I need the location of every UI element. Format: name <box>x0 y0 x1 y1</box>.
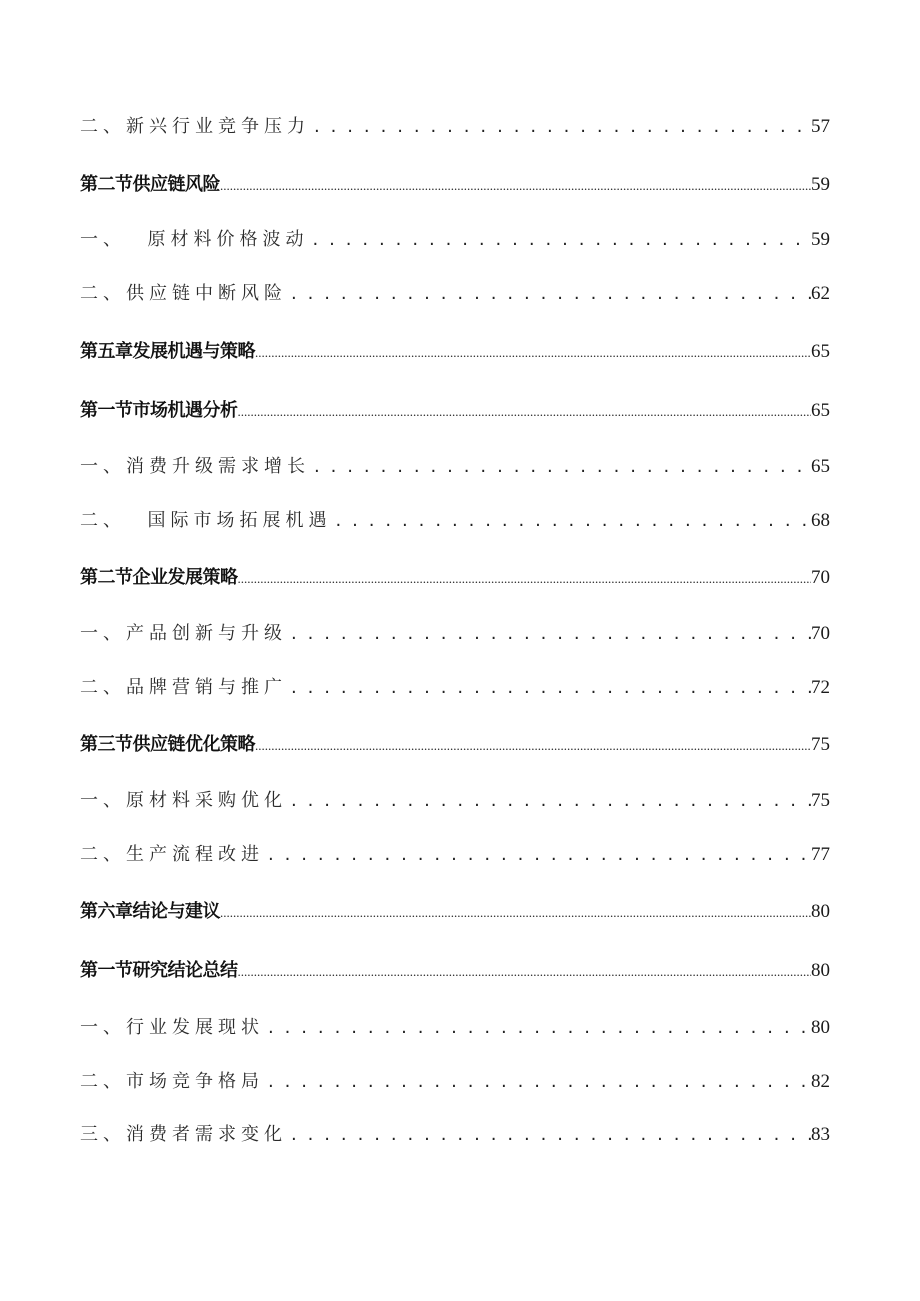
toc-entry[interactable] <box>80 730 830 760</box>
dot-leader <box>287 283 811 304</box>
dot-leader <box>255 737 811 755</box>
dot-leader <box>310 456 811 477</box>
dot-leader <box>264 1071 811 1092</box>
dot-leader <box>308 229 811 250</box>
toc-entry[interactable] <box>80 840 830 870</box>
toc-entry-title: 第二节供应链风险 <box>80 174 220 195</box>
toc-entry-title: 二、 国际市场拓展机遇 <box>80 510 332 531</box>
toc-entry[interactable] <box>80 279 830 309</box>
toc-entry-page: 82 <box>811 1071 830 1092</box>
toc-entry-page: 80 <box>811 960 830 981</box>
toc-entry-page: 72 <box>811 677 830 698</box>
dot-leader <box>220 177 811 195</box>
toc-entry-page: 75 <box>811 790 830 811</box>
dot-leader <box>287 1124 811 1145</box>
toc-entry-title: 二、品牌营销与推广 <box>80 677 287 698</box>
toc-entry[interactable] <box>80 225 830 255</box>
toc-entry-page: 83 <box>811 1124 830 1145</box>
toc-entry[interactable] <box>80 506 830 536</box>
toc-entry-page: 65 <box>811 456 830 477</box>
toc-entry[interactable] <box>80 337 830 367</box>
toc-entry-title: 第三节供应链优化策略 <box>80 734 255 755</box>
toc-entry-title: 二、新兴行业竞争压力 <box>80 116 310 137</box>
toc-entry[interactable] <box>80 170 830 200</box>
toc-entry-title: 一、 原材料价格波动 <box>80 229 309 250</box>
toc-entry-title: 一、消费升级需求增长 <box>80 456 310 477</box>
dot-leader <box>238 963 812 981</box>
toc-entry-page: 62 <box>811 283 830 304</box>
toc-entry-page: 75 <box>811 734 830 755</box>
toc-entry-title: 二、市场竞争格局 <box>80 1071 264 1092</box>
toc-entry-title: 一、原材料采购优化 <box>80 790 287 811</box>
toc-entry[interactable] <box>80 1120 830 1150</box>
dot-leader <box>238 570 812 588</box>
toc-entry[interactable] <box>80 956 830 986</box>
toc-entry[interactable] <box>80 112 830 142</box>
dot-leader <box>287 677 811 698</box>
dot-leader <box>264 1017 811 1038</box>
toc-entry[interactable] <box>80 897 830 927</box>
toc-entry[interactable] <box>80 619 830 649</box>
toc-entry[interactable] <box>80 563 830 593</box>
dot-leader <box>287 790 811 811</box>
toc-entry[interactable] <box>80 786 830 816</box>
dot-leader <box>220 904 811 922</box>
toc-entry-title: 一、行业发展现状 <box>80 1017 264 1038</box>
toc-entry-title: 二、生产流程改进 <box>80 844 264 865</box>
toc-entry[interactable] <box>80 1013 830 1043</box>
toc-entry-page: 70 <box>811 623 830 644</box>
dot-leader <box>331 510 811 531</box>
toc-entry-title: 第二节企业发展策略 <box>80 567 238 588</box>
toc-entry-title: 第一节研究结论总结 <box>80 960 238 981</box>
toc-entry-title: 第一节市场机遇分析 <box>80 400 238 421</box>
dot-leader <box>287 623 811 644</box>
toc-entry-title: 第六章结论与建议 <box>80 901 220 922</box>
toc-entry-title: 第五章发展机遇与策略 <box>80 341 255 362</box>
toc-entry[interactable] <box>80 673 830 703</box>
toc-entry-title: 三、消费者需求变化 <box>80 1124 287 1145</box>
toc-entry-page: 68 <box>811 510 830 531</box>
dot-leader <box>264 844 811 865</box>
toc-entry-page: 59 <box>811 174 830 195</box>
toc-entry-page: 59 <box>811 229 830 250</box>
toc-entry[interactable] <box>80 452 830 482</box>
toc-entry[interactable] <box>80 1067 830 1097</box>
toc-entry-title: 二、供应链中断风险 <box>80 283 287 304</box>
dot-leader <box>310 116 811 137</box>
toc-entry-title: 一、产品创新与升级 <box>80 623 287 644</box>
dot-leader <box>255 344 811 362</box>
toc-entry-page: 65 <box>811 400 830 421</box>
toc-entry-page: 80 <box>811 901 830 922</box>
dot-leader <box>238 403 812 421</box>
toc-entry[interactable] <box>80 396 830 426</box>
toc-entry-page: 80 <box>811 1017 830 1038</box>
toc-entry-page: 65 <box>811 341 830 362</box>
toc-entry-page: 57 <box>811 116 830 137</box>
toc-entry-page: 70 <box>811 567 830 588</box>
toc-entry-page: 77 <box>811 844 830 865</box>
